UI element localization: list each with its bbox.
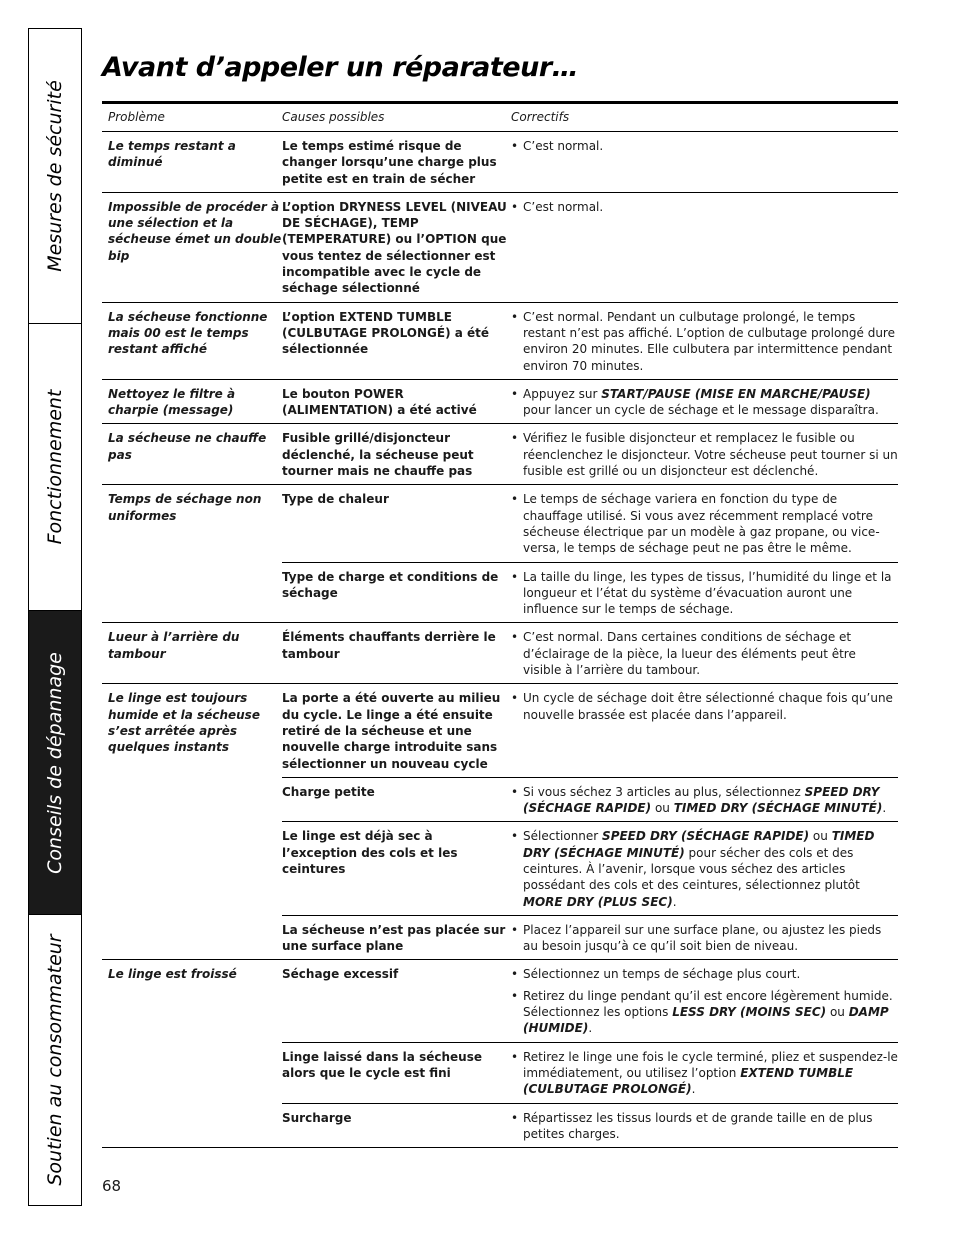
fix-item: [511, 1104, 898, 1148]
cause-text: L’option DRYNESS LEVEL (NIVEAU DE SÉCHAGE), TEMP (TEMPERATURE) ou l’OPTION que vous tentez de sélectionner est incompatible avec le cycle de séchage sélectionné: [282, 199, 507, 296]
cause-text: Éléments chauffants derrière le tambour: [282, 630, 496, 661]
header-fixes: Correctifs: [511, 104, 898, 132]
header-causes: Causes possibles: [282, 104, 511, 132]
cause-cell: [282, 424, 511, 485]
fix-cell: [511, 302, 898, 379]
problem-cell: [102, 684, 282, 960]
fix-item: [511, 563, 898, 623]
fix-item: [511, 988, 898, 1042]
fix-text: Sélectionner: [523, 829, 603, 844]
fix-cell: [511, 379, 898, 424]
problem-text: Le temps restant a diminué: [108, 139, 236, 170]
cause-cell: [282, 192, 511, 302]
table-header-row: [102, 104, 898, 132]
fix-emphasis: MORE DRY (PLUS SEC): [523, 894, 673, 909]
fix-text: Appuyez sur: [523, 386, 602, 401]
problem-cell: [102, 132, 282, 193]
tab-label: Mesures de sécurité: [44, 80, 66, 272]
fix-cell: [511, 562, 898, 623]
fix-emphasis: SPEED DRY (SÉCHAGE RAPIDE): [523, 784, 880, 816]
section-sidebar: [28, 28, 82, 1206]
fix-text: Un cycle de séchage doit être sélectionné chaque fois qu’une nouvelle brassée est placée dans l’appareil.: [523, 691, 893, 722]
problem-text: Temps de séchage non uniformes: [108, 492, 262, 523]
fix-text: Retirez le linge une fois le cycle terminé, pliez et suspendez-le immédiatement, ou utilisez l’option: [523, 1049, 898, 1080]
cause-text: La porte a été ouverte au milieu du cycle. Le linge a été ensuite retiré de la sécheuse et une nouvelle charge introduite sans sélectionner un nouveau cycle: [282, 691, 501, 771]
problem-cell: [102, 302, 282, 379]
fix-cell: [511, 1042, 898, 1103]
table-row: [102, 485, 898, 562]
fix-cell: [511, 485, 898, 562]
fix-cell: [511, 960, 898, 1042]
problem-cell: [102, 379, 282, 424]
fix-text: Le temps de séchage variera en fonction du type de chauffage utilisé. Si vous avez récemment remplacé votre sécheuse électrique par un modèle à gaz propane, ou vice-versa, le temps de séchage peut ne pas être le même.: [523, 492, 880, 556]
fix-text: Retirez du linge pendant qu’il est encore légèrement humide. Sélectionnez les options: [523, 988, 893, 1020]
table-body: [102, 132, 898, 1148]
fix-emphasis: TIMED DRY (SÉCHAGE MINUTÉ): [523, 829, 875, 860]
cause-cell: [282, 1042, 511, 1103]
fix-emphasis: START/PAUSE (MISE EN MARCHE/PAUSE): [601, 386, 871, 401]
problem-text: La sécheuse fonctionne mais 00 est le temps restant affiché: [108, 309, 268, 357]
table-row: [102, 424, 898, 485]
fix-item: [511, 380, 898, 424]
problem-cell: [102, 960, 282, 1148]
fix-text: Répartissez les tissus lourds et de grande taille en de plus petites charges.: [523, 1110, 873, 1141]
fix-item: [511, 623, 898, 683]
fix-cell: [511, 192, 898, 302]
fix-emphasis: SPEED DRY (SÉCHAGE RAPIDE): [602, 829, 810, 844]
fix-text: C’est normal. Dans certaines conditions de séchage et d’éclairage de la pièce, la lueur des éléments peut être visible à l’arrière du tambour.: [523, 630, 856, 678]
table-row: [102, 684, 898, 777]
cause-text: Type de charge et conditions de séchage: [282, 569, 499, 600]
tab-label: Soutien au consommateur: [44, 933, 66, 1186]
fix-text: pour sécher des cols et des ceintures. À l’avenir, lorsque vous séchez des articles possédant des cols et des ceintures, sélectionnez plutôt: [523, 845, 860, 893]
fix-item: [511, 193, 898, 220]
fix-text: .: [588, 1021, 593, 1036]
fix-text: .: [882, 801, 887, 816]
page-number: 68: [102, 1177, 122, 1195]
cause-cell: [282, 1103, 511, 1148]
cause-text: Type de chaleur: [282, 492, 389, 507]
fix-item: [511, 916, 898, 960]
fix-item: [511, 132, 898, 159]
fix-emphasis: LESS DRY (MOINS SEC): [672, 1005, 827, 1020]
problem-text: Le linge est froissé: [108, 967, 237, 982]
cause-cell: [282, 623, 511, 684]
cause-cell: [282, 684, 511, 777]
fix-text: Si vous séchez 3 articles au plus, sélectionnez: [523, 784, 805, 799]
fix-text: .: [672, 894, 677, 909]
fix-cell: [511, 822, 898, 915]
fix-text: ou: [809, 829, 832, 844]
cause-text: Linge laissé dans la sécheuse alors que le cycle est fini: [282, 1049, 482, 1080]
fix-item: [511, 303, 898, 379]
fix-text: C’est normal. Pendant un culbutage prolongé, le temps restant n’est pas affiché. L’option de culbutage prolongé dure environ 20 minutes. Elle culbutera par intermittence pendant environ 70 minutes.: [523, 309, 895, 373]
fix-cell: [511, 424, 898, 485]
cause-text: Charge petite: [282, 784, 375, 799]
tab-mesures-securite[interactable]: [29, 29, 81, 324]
table-row: [102, 302, 898, 379]
fix-cell: [511, 132, 898, 193]
fix-text: Vérifiez le fusible disjoncteur et remplacez le fusible ou réenclenchez le disjoncteur. Votre sécheuse peut tourner si un fusible est grillé ou un disjoncteur est déclenché.: [523, 431, 898, 479]
problem-cell: [102, 623, 282, 684]
problem-text: La sécheuse ne chauffe pas: [108, 431, 267, 462]
cause-text: Séchage excessif: [282, 967, 399, 982]
fix-cell: [511, 684, 898, 777]
fix-cell: [511, 623, 898, 684]
fix-text: pour lancer un cycle de séchage et le message disparaîtra.: [523, 403, 879, 418]
table-row: [102, 379, 898, 424]
table-row: [102, 192, 898, 302]
cause-cell: [282, 132, 511, 193]
tab-conseils-depannage[interactable]: [29, 611, 81, 915]
cause-cell: [282, 822, 511, 915]
tab-label: Conseils de dépannage: [44, 651, 66, 874]
fix-cell: [511, 915, 898, 960]
fix-text: .: [691, 1082, 696, 1097]
fix-text: C’est normal.: [523, 139, 604, 153]
tab-soutien-consommateur[interactable]: [29, 915, 81, 1204]
cause-cell: [282, 562, 511, 623]
fix-item: [511, 485, 898, 561]
fix-cell: [511, 1103, 898, 1148]
table-row: [102, 132, 898, 193]
problem-text: Lueur à l’arrière du tambour: [108, 630, 240, 661]
cause-text: Le linge est déjà sec à l’exception des cols et les ceintures: [282, 829, 458, 876]
cause-cell: [282, 302, 511, 379]
fix-cell: [511, 777, 898, 822]
fix-item: [511, 960, 898, 987]
cause-text: L’option EXTEND TUMBLE (CULBUTAGE PROLONGÉ) a été sélectionnée: [282, 309, 490, 357]
fix-text: La taille du linge, les types de tissus, l’humidité du linge et la longueur et l’état du système d’évacuation auront une influence sur le temps de séchage.: [523, 569, 892, 617]
table-row: [102, 960, 898, 1042]
fix-emphasis: TIMED DRY (SÉCHAGE MINUTÉ): [673, 801, 883, 816]
fix-item: [511, 822, 898, 914]
cause-cell: [282, 485, 511, 562]
problem-text: Le linge est toujours humide et la sécheuse s’est arrêtée après quelques instants: [108, 691, 260, 755]
fix-item: [511, 778, 898, 822]
cause-cell: [282, 915, 511, 960]
fix-item: [511, 684, 898, 728]
cause-text: Le temps estimé risque de changer lorsqu’une charge plus petite est en train de sécher: [282, 139, 497, 186]
problem-cell: [102, 485, 282, 623]
fix-item: [511, 424, 898, 484]
cause-cell: [282, 777, 511, 822]
fix-text: ou: [651, 801, 674, 816]
cause-text: Surcharge: [282, 1110, 352, 1125]
fix-text: C’est normal.: [523, 199, 604, 214]
problem-cell: [102, 424, 282, 485]
tab-fonctionnement[interactable]: [29, 324, 81, 611]
page-title: Avant d’appeler un réparateur…: [102, 52, 579, 83]
fix-text: Sélectionnez un temps de séchage plus court.: [523, 967, 801, 982]
cause-text: Le bouton POWER (ALIMENTATION) a été activé: [282, 386, 477, 418]
troubleshooting-table: [102, 104, 898, 1148]
fix-text: Placez l’appareil sur une surface plane, ou ajustez les pieds au besoin jusqu’à ce qu’il soit bien de niveau.: [523, 922, 882, 954]
problem-text: Impossible de procéder à une sélection et la sécheuse émet un double bip: [108, 199, 282, 263]
fix-item: [511, 1043, 898, 1103]
fix-text: ou: [826, 1005, 849, 1020]
table-row: [102, 623, 898, 684]
fix-emphasis: DAMP (HUMIDE): [523, 1005, 889, 1036]
cause-text: La sécheuse n’est pas placée sur une surface plane: [282, 922, 506, 954]
cause-text: Fusible grillé/disjoncteur déclenché, la sécheuse peut tourner mais ne chauffe pas: [282, 431, 474, 479]
tab-label: Fonctionnement: [44, 389, 66, 545]
problem-text: Nettoyez le filtre à charpie (message): [108, 386, 236, 418]
fix-emphasis: EXTEND TUMBLE (CULBUTAGE PROLONGÉ): [523, 1065, 854, 1097]
header-problem: Problème: [102, 104, 282, 132]
cause-cell: [282, 379, 511, 424]
cause-cell: [282, 960, 511, 1042]
problem-cell: [102, 192, 282, 302]
